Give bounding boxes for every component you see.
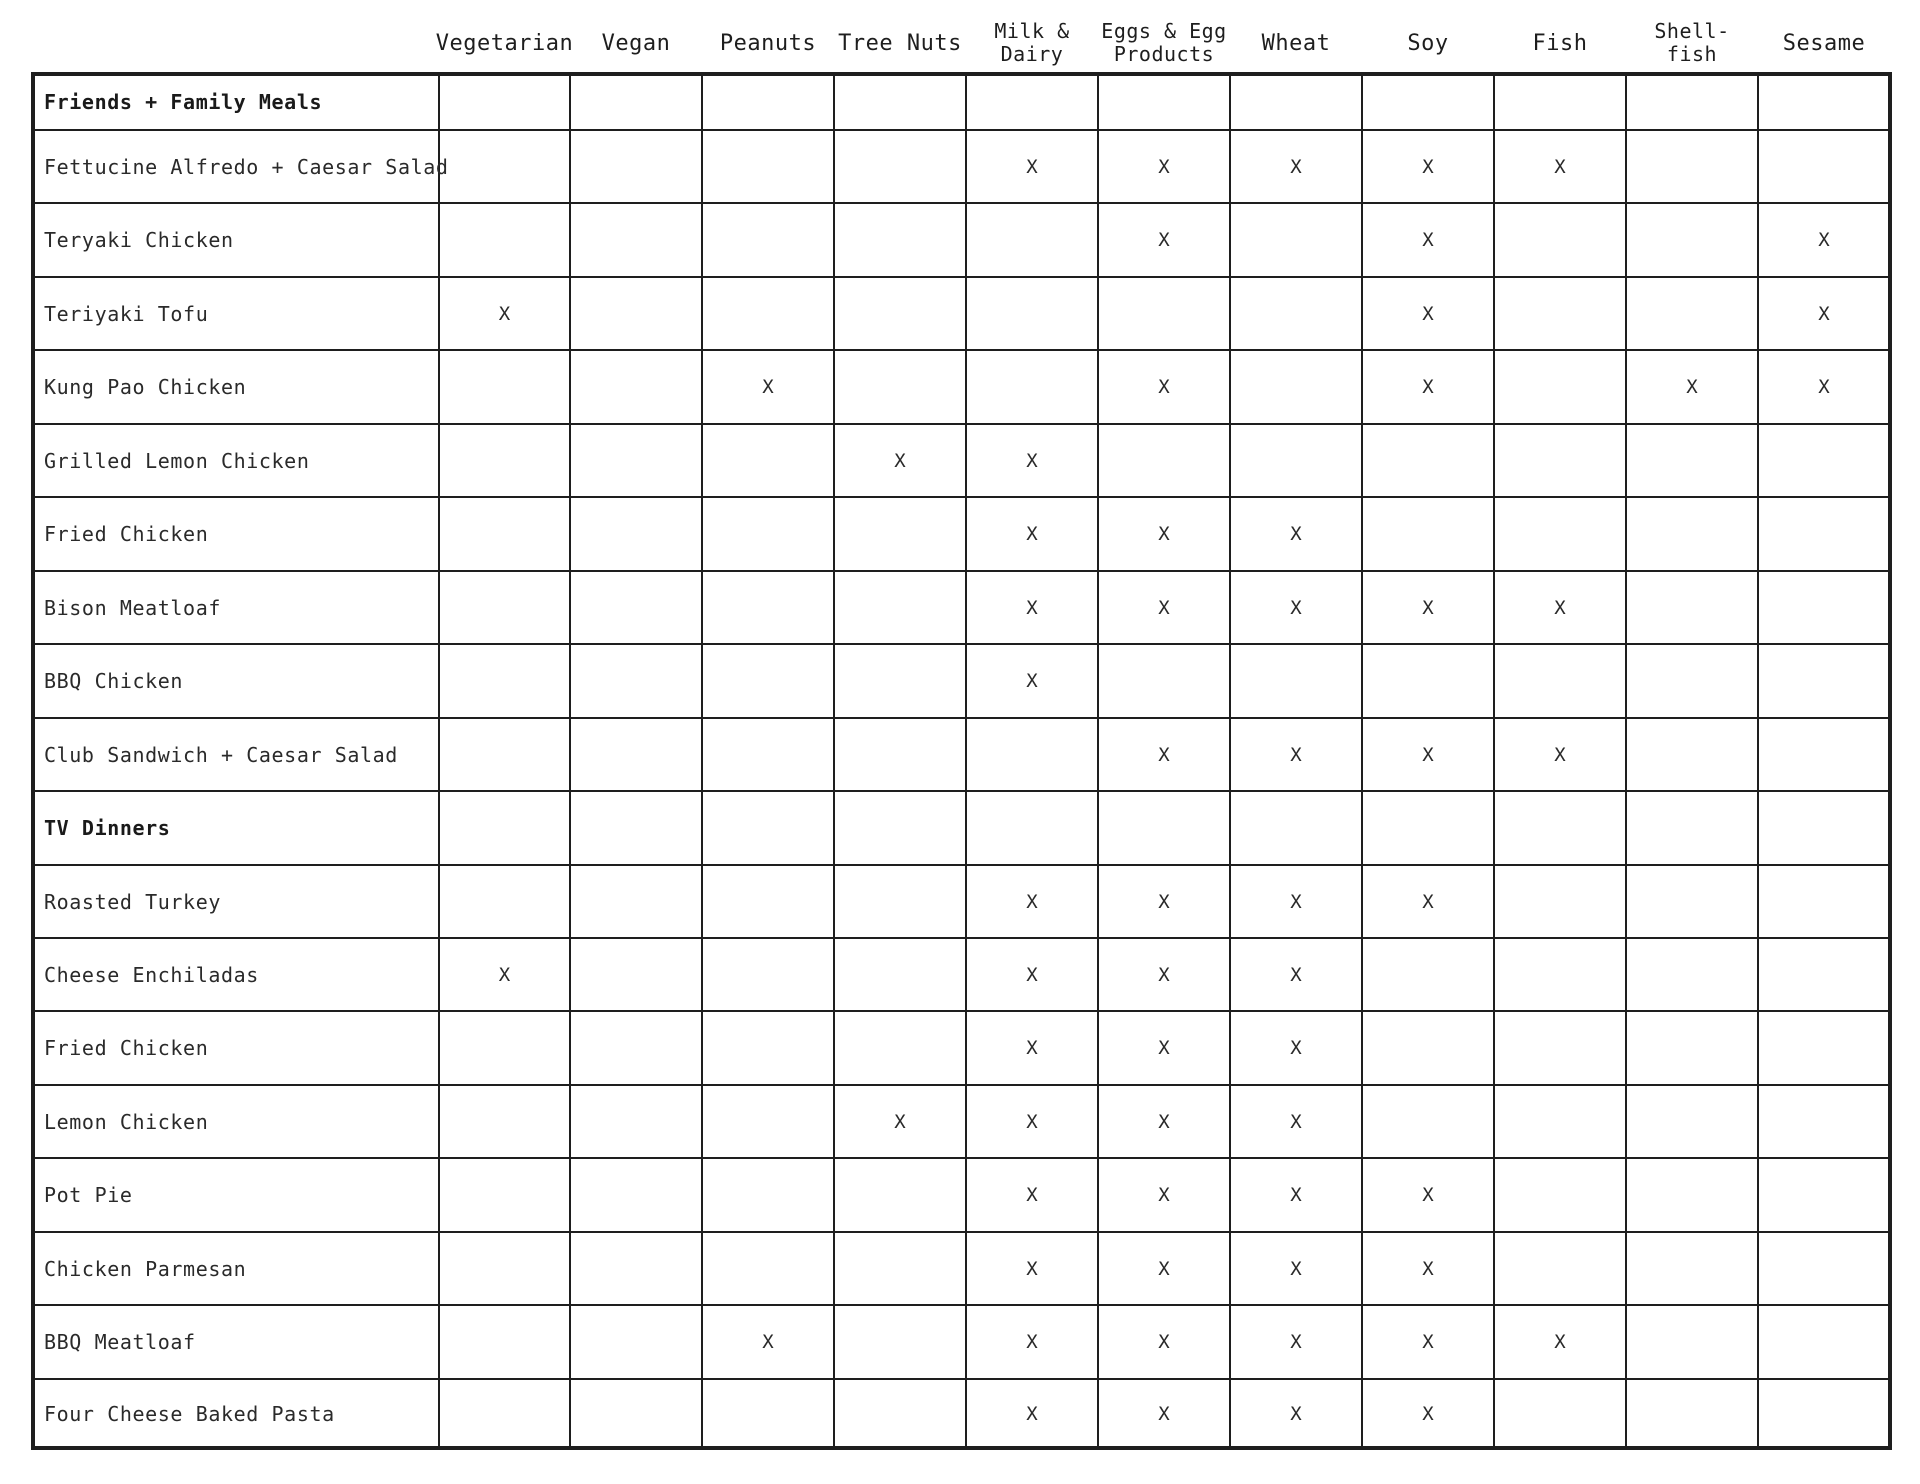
allergen-mark: X [1290,596,1302,619]
row-label: Four Cheese Baked Pasta [44,1401,335,1426]
allergen-mark: X [1290,743,1302,766]
row-label: Fettucine Alfredo + Caesar Salad [44,154,449,179]
allergen-mark: X [1422,743,1434,766]
allergen-mark: X [1290,523,1302,545]
allergen-mark: X [1026,890,1038,913]
allergen-mark: X [894,1110,906,1133]
row-label: Kung Pao Chicken [44,375,247,399]
row-label: Fried Chicken [44,522,209,546]
column-header: Tree Nuts [838,30,962,56]
allergen-mark: X [1158,1257,1170,1280]
allergen-mark: X [1158,1184,1170,1206]
allergen-mark: X [1422,302,1434,325]
allergen-mark: X [1158,743,1170,766]
allergen-mark: X [1158,596,1170,619]
allergen-mark: X [1158,523,1170,545]
allergen-mark: X [1026,1184,1038,1206]
allergen-mark: X [762,1331,774,1353]
allergen-mark: X [894,449,906,472]
allergen-mark: X [1290,1402,1302,1425]
row-label: Lemon Chicken [44,1109,209,1134]
allergen-mark: X [1290,1184,1302,1206]
column-header: Vegetarian [435,30,574,56]
column-header: Milk & Dairy [994,19,1070,66]
row-label: Teriyaki Tofu [44,301,209,326]
allergen-mark: X [1818,376,1830,398]
allergen-mark: X [1554,596,1566,619]
allergen-mark: X [1422,1402,1434,1425]
row-label: Grilled Lemon Chicken [44,448,310,473]
allergen-mark: X [1290,155,1302,178]
row-label: BBQ Chicken [44,669,184,693]
column-header: Sesame [1782,30,1866,56]
allergen-mark: X [1554,743,1566,766]
allergen-mark: X [1290,963,1302,986]
allergen-mark: X [1422,1257,1434,1280]
allergen-mark: X [1422,1184,1434,1206]
allergen-mark: X [1158,1331,1170,1353]
allergen-mark: X [1026,449,1038,472]
allergen-mark: X [1158,963,1170,986]
allergen-mark: X [762,376,774,398]
allergen-mark: X [498,963,511,986]
allergen-mark: X [1158,1037,1170,1059]
allergen-mark: X [1686,376,1698,398]
column-header: Peanuts [719,30,817,56]
column-header: Shell- fish [1654,19,1730,66]
row-label: Bison Meatloaf [44,595,221,620]
row-label: Fried Chicken [44,1036,209,1060]
allergen-mark: X [1290,1257,1302,1280]
allergen-mark: X [1158,229,1170,251]
allergen-mark: X [498,302,511,325]
column-header: Vegan [601,30,671,56]
row-label: BBQ Meatloaf [44,1330,196,1354]
allergen-mark: X [1554,155,1566,178]
allergen-mark: X [1026,1037,1038,1059]
column-header: Soy [1407,30,1449,56]
allergen-mark: X [1158,155,1170,178]
row-label: Teryaki Chicken [44,228,234,252]
row-label: Club Sandwich + Caesar Salad [44,742,398,767]
allergen-mark: X [1026,523,1038,545]
allergen-mark: X [1026,1110,1038,1133]
allergen-mark: X [1026,1331,1038,1353]
column-header: Fish [1532,30,1588,56]
allergen-mark: X [1026,155,1038,178]
section-heading: Friends + Family Meals [44,90,323,114]
allergen-mark: X [1026,1402,1038,1425]
allergen-mark: X [1818,229,1830,251]
allergen-mark: X [1290,1331,1302,1353]
allergen-mark: X [1422,229,1434,251]
row-label: Pot Pie [44,1183,133,1207]
allergen-mark: X [1290,1110,1302,1133]
allergen-mark: X [1026,670,1038,692]
allergen-mark: X [1422,376,1434,398]
row-label: Roasted Turkey [44,889,221,914]
allergen-mark: X [1158,1110,1170,1133]
allergen-mark: X [1422,155,1434,178]
allergen-mark: X [1422,890,1434,913]
row-label: Cheese Enchiladas [44,962,259,987]
allergen-mark: X [1158,890,1170,913]
allergen-mark: X [1290,890,1302,913]
allergen-mark: X [1026,1257,1038,1280]
column-header: Eggs & Egg Products [1101,19,1227,66]
allergen-mark: X [1818,302,1830,325]
allergen-mark: X [1554,1331,1566,1353]
allergen-mark: X [1158,1402,1170,1425]
allergen-mark: X [1026,596,1038,619]
allergen-mark: X [1422,596,1434,619]
allergen-mark: X [1158,376,1170,398]
allergen-mark: X [1026,963,1038,986]
allergen-mark: X [1422,1331,1434,1353]
section-heading: TV Dinners [44,816,171,840]
column-header: Wheat [1261,30,1331,56]
row-label: Chicken Parmesan [44,1256,247,1281]
allergen-mark: X [1290,1037,1302,1059]
